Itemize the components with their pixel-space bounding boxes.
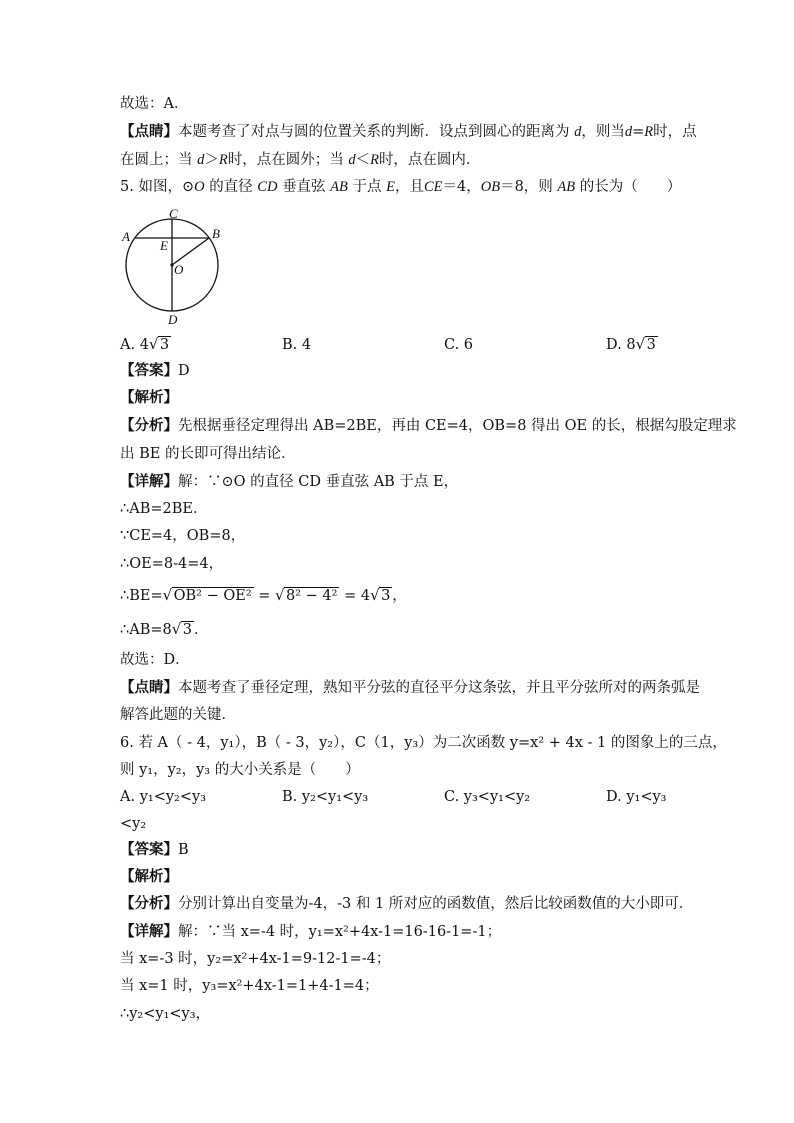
q6-analysis: 【分析】分别计算出自变量为-4，-3 和 1 所对应的函数值，然后比较函数值的大小即可． bbox=[120, 895, 694, 912]
q6-option-c: C. y₃<y₁<y₂ bbox=[444, 789, 531, 805]
q5-option-a: A. 4√ 3 bbox=[120, 335, 171, 355]
q5-summary: 【点睛】本题考查了垂径定理，熟知平分弦的直径平分这条弦，并且平分弦所对的两条弧是 bbox=[120, 679, 700, 696]
q5-analysis-2: 出 BE 的长即可得出结论． bbox=[120, 446, 296, 462]
q5-detail-1: 【详解】解：∵⊙O 的直径 CD 垂直弦 AB 于点 E， bbox=[120, 473, 459, 490]
q6-detail-4: ∴y₂<y₁<y₃， bbox=[120, 1006, 211, 1022]
label-d: D bbox=[168, 312, 178, 325]
q5-option-d: D. 8√ 3 bbox=[606, 335, 658, 355]
q5-detail-6: ∴AB=8√ 3 ． bbox=[120, 620, 208, 640]
q5-detail-2: ∴AB=2BE． bbox=[120, 501, 208, 517]
question-6-stem: 6. 若 A（ - 4，y₁），B（ - 3，y₂），C（1，y₃）为二次函数 y=x² + 4x - 1 的图象上的三点， bbox=[120, 735, 727, 751]
q6-jiexi-heading: 【解析】 bbox=[120, 868, 178, 885]
label-e: E bbox=[160, 238, 168, 253]
q6-detail-3: 当 x=1 时，y₃=x²+4x-1=1+4-1=4； bbox=[120, 978, 379, 994]
q6-detail-1: 【详解】解：∵当 x=-4 时，y₁=x²+4x-1=16-16-1=-1； bbox=[120, 923, 502, 940]
question-6-stem-2: 则 y₁，y₂，y₃ 的大小关系是（ ） bbox=[120, 762, 360, 778]
q5-summary-2: 解答此题的关键． bbox=[120, 707, 236, 723]
q6-detail-2: 当 x=-3 时，y₂=x²+4x-1=9-12-1=-4； bbox=[120, 951, 391, 967]
q5-jiexi-heading: 【解析】 bbox=[120, 389, 178, 406]
label-c: C bbox=[169, 206, 178, 221]
q6-option-b: B. y₂<y₁<y₃ bbox=[282, 789, 369, 805]
q5-detail-4: ∴OE=8-4=4， bbox=[120, 556, 224, 572]
label-o: O bbox=[174, 262, 184, 277]
q5-detail-5: ∴BE=√ OB² − OE² = √ 8² − 4² = 4√ 3 ， bbox=[120, 586, 407, 606]
circle-diagram bbox=[118, 205, 238, 325]
label-a: A bbox=[122, 229, 130, 244]
q6-option-d: D. y₁<y₃ bbox=[606, 789, 667, 805]
q5-detail-3: ∵CE=4，OB=8， bbox=[120, 528, 246, 544]
q5-option-b: B. 4 bbox=[282, 337, 312, 353]
radius-ob bbox=[172, 238, 209, 265]
q6-answer: 【答案】B bbox=[120, 841, 189, 858]
q5-done: 故选：D． bbox=[120, 652, 190, 668]
dianjing-paragraph-2: 在圆上；当 d＞R时，点在圆外；当 d＜R时，点在圆内． bbox=[120, 152, 481, 168]
q5-answer: 【答案】D bbox=[120, 362, 190, 379]
q5-option-c: C. 6 bbox=[444, 337, 474, 353]
q6-option-d-wrap: <y₂ bbox=[120, 816, 147, 832]
answer-choice-line: 故选：A． bbox=[120, 96, 189, 112]
dianjing-paragraph: 【点睛】本题考查了对点与圆的位置关系的判断．设点到圆心的距离为 d，则当d=R时，点 bbox=[120, 123, 697, 140]
question-5-stem: 5. 如图，⊙O 的直径 CD 垂直弦 AB 于点 E，且CE＝4，OB＝8，则 AB 的长为（ ） bbox=[120, 179, 682, 195]
q6-option-a: A. y₁<y₂<y₃ bbox=[120, 789, 207, 805]
label-b: B bbox=[212, 226, 220, 241]
q5-analysis: 【分析】先根据垂径定理得出 AB=2BE，再由 CE=4，OB=8 得出 OE 的长，根据勾股定理求 bbox=[120, 417, 737, 434]
